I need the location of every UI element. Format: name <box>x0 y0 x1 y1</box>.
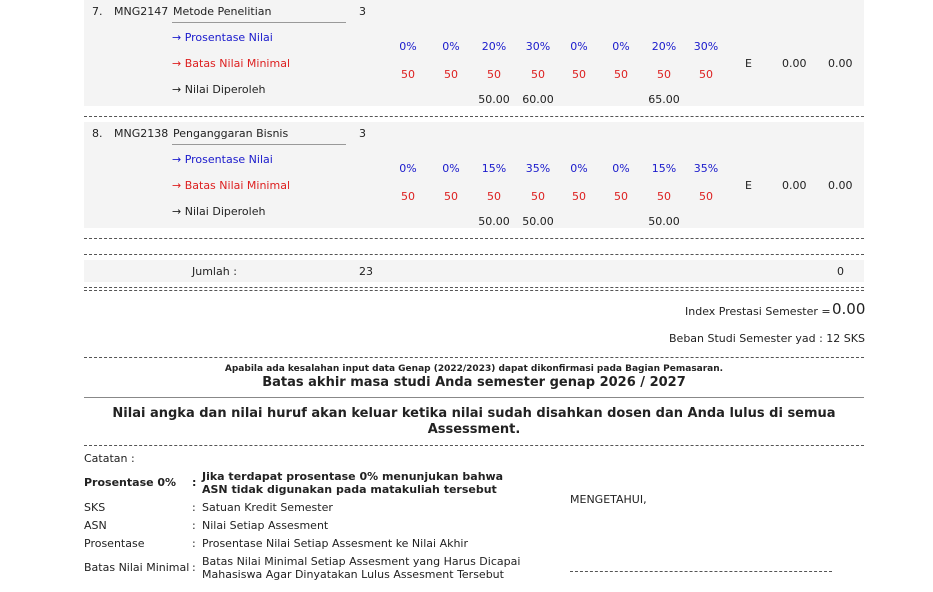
course-7-pct-3: 20% <box>481 40 507 53</box>
notice-release-line1: Nilai angka dan nilai huruf akan keluar ketika nilai sudah disahkan dosen dan Anda lulus di semua <box>112 406 836 421</box>
course-8-pct-3: 15% <box>481 162 507 175</box>
course-7-pct-8: 30% <box>693 40 719 53</box>
beban-studi: Beban Studi Semester yad : 12 SKS <box>669 332 865 345</box>
catatan-term-prosentase: Prosentase <box>84 537 145 550</box>
catatan-term-batas: Batas Nilai Minimal <box>84 561 190 574</box>
course-8-name: Penganggaran Bisnis <box>173 127 289 140</box>
ips-label: Index Prestasi Semester = <box>685 305 831 318</box>
course-7-pct-4: 30% <box>525 40 551 53</box>
course-7-sks: 3 <box>359 5 366 18</box>
course-7-min-2: 50 <box>444 68 458 81</box>
course-7-label-diperoleh: → Nilai Diperoleh <box>172 83 266 96</box>
course-7-obt-7: 65.00 <box>648 93 680 106</box>
catatan-title: Catatan : <box>84 452 135 465</box>
total-label: Jumlah : <box>192 265 237 278</box>
notice-small: Apabila ada kesalahan input data Genap (2022/2023) dapat dikonfirmasi pada Bagian Pemasaran. <box>224 364 724 374</box>
course-7-min-7: 50 <box>657 68 671 81</box>
notice-release-line2: Assessment. <box>427 422 521 437</box>
course-8-no: 8. <box>92 127 103 140</box>
catatan-sep-2: : <box>192 501 196 514</box>
course-8-min-3: 50 <box>487 190 501 203</box>
catatan-sep-4: : <box>192 537 196 550</box>
course-7-value2: 0.00 <box>828 57 853 70</box>
course-7-no: 7. <box>92 5 103 18</box>
course-8-pct-8: 35% <box>693 162 719 175</box>
course-8-obt-7: 50.00 <box>648 215 680 228</box>
course-8-pct-6: 0% <box>612 162 630 175</box>
course-7-divider <box>84 116 864 117</box>
course-7-pct-5: 0% <box>570 40 588 53</box>
catatan-sep-5: : <box>192 561 196 574</box>
course-8-label-diperoleh: → Nilai Diperoleh <box>172 205 266 218</box>
course-7-pct-2: 0% <box>442 40 460 53</box>
course-8-value2: 0.00 <box>828 179 853 192</box>
course-7-code: MNG2147 <box>114 5 169 18</box>
course-7-pct-6: 0% <box>612 40 630 53</box>
catatan-term-asn: ASN <box>84 519 107 532</box>
course-8-min-2: 50 <box>444 190 458 203</box>
catatan-desc-batas-line1: Batas Nilai Minimal Setiap Assesment yang Harus Dicapai <box>202 555 521 568</box>
course-8-min-1: 50 <box>401 190 415 203</box>
catatan-sep-1: : <box>192 476 197 489</box>
course-8-min-6: 50 <box>614 190 628 203</box>
course-8-label-batas: → Batas Nilai Minimal <box>172 179 291 192</box>
course-8-min-5: 50 <box>572 190 586 203</box>
course-8-value1: 0.00 <box>782 179 807 192</box>
course-7-label-batas: → Batas Nilai Minimal <box>172 57 291 70</box>
catatan-sep-3: : <box>192 519 196 532</box>
course-8-obt-4: 50.00 <box>522 215 554 228</box>
course-7-min-5: 50 <box>572 68 586 81</box>
course-7-min-4: 50 <box>531 68 545 81</box>
table-end-divider-2 <box>84 254 864 255</box>
total-value: 0 <box>837 265 844 278</box>
total-sks: 23 <box>359 265 373 278</box>
notice-solid-divider <box>84 397 864 398</box>
course-7-min-8: 50 <box>699 68 713 81</box>
catatan-term-prosentase-0: Prosentase 0% <box>84 476 177 489</box>
course-8-grade: E <box>745 179 752 192</box>
signature-line <box>570 571 832 572</box>
course-8-label-prosentase: → Prosentase Nilai <box>172 153 273 166</box>
course-7-obt-4: 60.00 <box>522 93 554 106</box>
ips-value: 0.00 <box>832 300 866 318</box>
course-8-code: MNG2138 <box>114 127 169 140</box>
catatan-desc-sks: Satuan Kredit Semester <box>202 501 333 514</box>
course-7-label-prosentase: → Prosentase Nilai <box>172 31 273 44</box>
course-7-min-6: 50 <box>614 68 628 81</box>
course-7-obt-3: 50.00 <box>478 93 510 106</box>
mengetahui-label: MENGETAHUI, <box>570 493 647 506</box>
course-7-min-1: 50 <box>401 68 415 81</box>
catatan-top-divider <box>84 445 864 446</box>
course-8-pct-5: 0% <box>570 162 588 175</box>
course-8-min-7: 50 <box>657 190 671 203</box>
course-7-grade: E <box>745 57 752 70</box>
catatan-desc-batas-line2: Mahasiswa Agar Dinyatakan Lulus Assesment Tersebut <box>202 568 504 581</box>
course-8-pct-2: 0% <box>442 162 460 175</box>
course-8-pct-1: 0% <box>399 162 417 175</box>
course-8-obt-3: 50.00 <box>478 215 510 228</box>
course-8-sks: 3 <box>359 127 366 140</box>
catatan-desc-prosentase-0-line2: ASN tidak digunakan pada matakuliah tersebut <box>202 483 497 496</box>
course-7-pct-7: 20% <box>651 40 677 53</box>
notice-top-divider <box>84 357 864 358</box>
course-8-pct-7: 15% <box>651 162 677 175</box>
course-7-name-underline <box>172 22 346 23</box>
catatan-desc-prosentase: Prosentase Nilai Setiap Assesment ke Nilai Akhir <box>202 537 469 550</box>
course-7-pct-1: 0% <box>399 40 417 53</box>
catatan-desc-prosentase-0-line1: Jika terdapat prosentase 0% menunjukan bahwa <box>202 470 504 483</box>
course-8-name-underline <box>172 144 346 145</box>
course-7-value1: 0.00 <box>782 57 807 70</box>
catatan-desc-asn: Nilai Setiap Assesment <box>202 519 329 532</box>
notice-deadline: Batas akhir masa studi Anda semester genap 2026 / 2027 <box>262 375 686 390</box>
course-8-pct-4: 35% <box>525 162 551 175</box>
table-end-divider-1 <box>84 238 864 239</box>
course-7-name: Metode Penelitian <box>173 5 272 18</box>
total-double-divider <box>84 287 864 291</box>
course-8-min-4: 50 <box>531 190 545 203</box>
course-7-min-3: 50 <box>487 68 501 81</box>
course-8-min-8: 50 <box>699 190 713 203</box>
catatan-term-sks: SKS <box>84 501 106 514</box>
